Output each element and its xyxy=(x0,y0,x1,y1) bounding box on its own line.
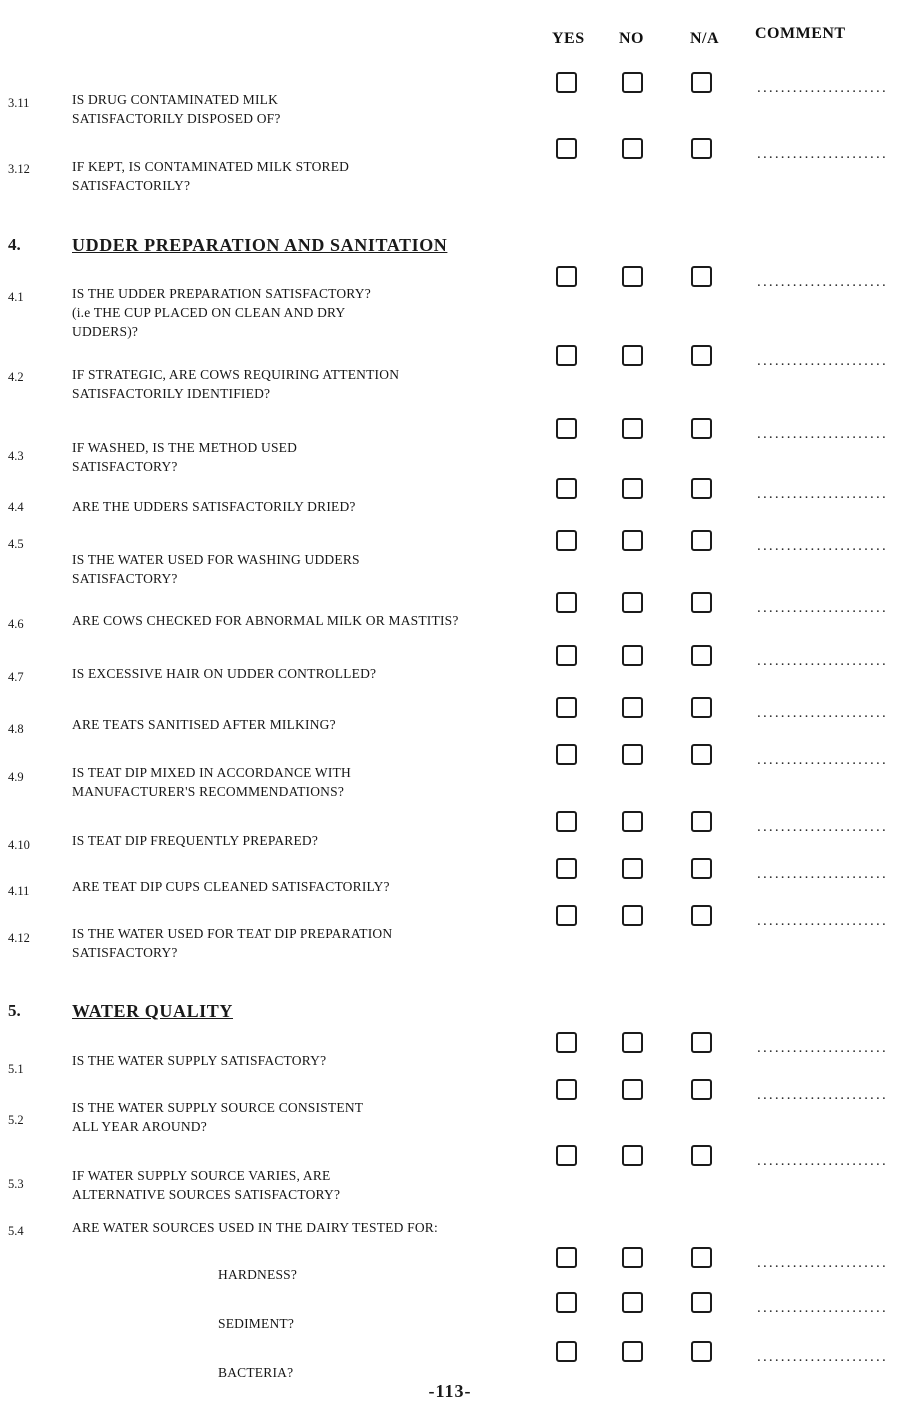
checkbox-no[interactable] xyxy=(622,592,643,613)
question-text xyxy=(72,1218,532,1237)
checkbox-na[interactable] xyxy=(691,1032,712,1053)
checkbox-no[interactable] xyxy=(622,1247,643,1268)
checkbox-na[interactable] xyxy=(691,744,712,765)
checkbox-no[interactable] xyxy=(622,697,643,718)
question-text-line: SATISFACTORILY DISPOSED OF? xyxy=(72,111,281,126)
comment-field[interactable]: ...................... xyxy=(757,1153,888,1169)
checkbox-yes[interactable] xyxy=(556,345,577,366)
checkbox-yes[interactable] xyxy=(556,1032,577,1053)
question-text-line: ARE TEATS SANITISED AFTER MILKING? xyxy=(72,717,336,732)
checkbox-no[interactable] xyxy=(622,744,643,765)
checkbox-na[interactable] xyxy=(691,1341,712,1362)
checkbox-yes[interactable] xyxy=(556,1247,577,1268)
question-text xyxy=(72,924,532,962)
checkbox-na[interactable] xyxy=(691,811,712,832)
checkbox-yes[interactable] xyxy=(556,645,577,666)
column-header-no: NO xyxy=(619,30,644,47)
checkbox-yes[interactable] xyxy=(556,811,577,832)
checkbox-no[interactable] xyxy=(622,266,643,287)
question-text-line: SATISFACTORY? xyxy=(72,459,178,474)
answer-group xyxy=(0,1341,900,1365)
checkbox-na[interactable] xyxy=(691,1145,712,1166)
question-number: 4.11 xyxy=(8,884,30,898)
question-number: 4.12 xyxy=(8,931,30,945)
section-title: UDDER PREPARATION AND SANITATION xyxy=(72,235,448,255)
checkbox-no[interactable] xyxy=(622,645,643,666)
question-text-line: SATISFACTORILY IDENTIFIED? xyxy=(72,386,271,401)
question-number: 4.7 xyxy=(8,670,24,684)
checkbox-no[interactable] xyxy=(622,530,643,551)
checkbox-yes[interactable] xyxy=(556,1079,577,1100)
question-number: 5.2 xyxy=(8,1113,24,1127)
answer-group xyxy=(0,530,900,554)
question-text-line: IF KEPT, IS CONTAMINATED MILK STORED xyxy=(72,159,350,174)
checkbox-na[interactable] xyxy=(691,1292,712,1313)
question-text-line: IS THE WATER SUPPLY SATISFACTORY? xyxy=(72,1053,327,1068)
question-text-line: MANUFACTURER'S RECOMMENDATIONS? xyxy=(72,784,345,799)
question-text xyxy=(72,763,532,801)
answer-group xyxy=(0,1292,900,1316)
comment-field[interactable]: ...................... xyxy=(757,1300,888,1316)
question-text-line: IS THE UDDER PREPARATION SATISFACTORY? xyxy=(72,286,371,301)
comment-field[interactable]: ...................... xyxy=(757,274,888,290)
answer-group xyxy=(0,72,900,96)
answer-group xyxy=(0,858,900,882)
answer-group xyxy=(0,1079,900,1103)
question-number: 5.4 xyxy=(8,1224,24,1238)
checkbox-na[interactable] xyxy=(691,418,712,439)
question-number: 4.9 xyxy=(8,770,24,784)
page-number: -113- xyxy=(428,1381,472,1401)
question-number: 4.3 xyxy=(8,449,24,463)
checkbox-no[interactable] xyxy=(622,858,643,879)
checkbox-no[interactable] xyxy=(622,138,643,159)
checkbox-yes[interactable] xyxy=(556,1145,577,1166)
comment-field[interactable]: ...................... xyxy=(757,1349,888,1365)
answer-group xyxy=(0,1145,900,1169)
checkbox-na[interactable] xyxy=(691,530,712,551)
question-text-line: ARE THE UDDERS SATISFACTORILY DRIED? xyxy=(72,499,356,514)
checkbox-yes[interactable] xyxy=(556,697,577,718)
question-text-line: IS THE WATER USED FOR TEAT DIP PREPARATION xyxy=(72,926,393,941)
comment-field[interactable]: ...................... xyxy=(757,866,888,882)
question-text-line: ARE TEAT DIP CUPS CLEANED SATISFACTORILY? xyxy=(72,879,390,894)
comment-field[interactable]: ...................... xyxy=(757,1087,888,1103)
checkbox-yes[interactable] xyxy=(556,1292,577,1313)
question-number: 4.1 xyxy=(8,290,24,304)
question-number: 3.11 xyxy=(8,96,30,110)
answer-group xyxy=(0,744,900,768)
checkbox-yes[interactable] xyxy=(556,744,577,765)
question-text-line: IS THE WATER USED FOR WASHING UDDERS xyxy=(72,552,360,567)
question-text-line: IF STRATEGIC, ARE COWS REQUIRING ATTENTION xyxy=(72,367,400,382)
comment-field[interactable]: ...................... xyxy=(757,80,888,96)
question-text-line: IS TEAT DIP MIXED IN ACCORDANCE WITH xyxy=(72,765,351,780)
comment-field[interactable]: ...................... xyxy=(757,486,888,502)
checkbox-no[interactable] xyxy=(622,811,643,832)
checkbox-no[interactable] xyxy=(622,418,643,439)
question-text-line: IS DRUG CONTAMINATED MILK xyxy=(72,92,279,107)
checkbox-na[interactable] xyxy=(691,1079,712,1100)
question-text xyxy=(218,1314,538,1333)
checkbox-na[interactable] xyxy=(691,858,712,879)
comment-field[interactable]: ...................... xyxy=(757,705,888,721)
checkbox-na[interactable] xyxy=(691,1247,712,1268)
question-text-line: IS TEAT DIP FREQUENTLY PREPARED? xyxy=(72,833,319,848)
checkbox-yes[interactable] xyxy=(556,478,577,499)
comment-field[interactable]: ...................... xyxy=(757,538,888,554)
comment-field[interactable]: ...................... xyxy=(757,146,888,162)
answer-group xyxy=(0,345,900,369)
checkbox-yes[interactable] xyxy=(556,418,577,439)
question-text xyxy=(218,1363,538,1382)
question-text-line: UDDERS)? xyxy=(72,324,139,339)
checkbox-no[interactable] xyxy=(622,1145,643,1166)
question-text xyxy=(72,365,532,403)
checkbox-yes[interactable] xyxy=(556,138,577,159)
question-text-line: IF WATER SUPPLY SOURCE VARIES, ARE xyxy=(72,1168,331,1183)
checkbox-yes[interactable] xyxy=(556,72,577,93)
checkbox-yes[interactable] xyxy=(556,592,577,613)
question-number: 4.2 xyxy=(8,370,24,384)
section-title: WATER QUALITY xyxy=(72,1001,233,1021)
checkbox-yes[interactable] xyxy=(556,858,577,879)
comment-field[interactable]: ...................... xyxy=(757,752,888,768)
column-header-comment: COMMENT xyxy=(755,25,846,42)
comment-field[interactable]: ...................... xyxy=(757,426,888,442)
comment-field[interactable]: ...................... xyxy=(757,1255,888,1271)
question-number: 3.12 xyxy=(8,162,30,176)
answer-group xyxy=(0,138,900,162)
column-headers xyxy=(0,14,900,54)
comment-field[interactable]: ...................... xyxy=(757,819,888,835)
answer-group xyxy=(0,418,900,442)
checkbox-no[interactable] xyxy=(622,905,643,926)
question-text xyxy=(72,284,532,341)
checkbox-na[interactable] xyxy=(691,72,712,93)
checkbox-no[interactable] xyxy=(622,1079,643,1100)
question-number: 4.4 xyxy=(8,500,24,514)
question-number: 4.6 xyxy=(8,617,24,631)
comment-field[interactable]: ...................... xyxy=(757,600,888,616)
question-text xyxy=(72,1098,532,1136)
column-header-yes: YES xyxy=(552,30,585,47)
question-text-line: SEDIMENT? xyxy=(218,1316,295,1331)
question-number: 4.10 xyxy=(8,838,30,852)
question-text-line: HARDNESS? xyxy=(218,1267,298,1282)
question-text-line: ALTERNATIVE SOURCES SATISFACTORY? xyxy=(72,1187,341,1202)
checkbox-na[interactable] xyxy=(691,138,712,159)
checkbox-no[interactable] xyxy=(622,478,643,499)
question-text-line: IF WASHED, IS THE METHOD USED xyxy=(72,440,298,455)
column-header-na: N/A xyxy=(690,30,720,47)
answer-group xyxy=(0,266,900,290)
checkbox-yes[interactable] xyxy=(556,530,577,551)
answer-group xyxy=(0,811,900,835)
question-number: 4.5 xyxy=(8,537,24,551)
checkbox-no[interactable] xyxy=(622,345,643,366)
checkbox-no[interactable] xyxy=(622,1341,643,1362)
checkbox-na[interactable] xyxy=(691,905,712,926)
answer-group xyxy=(0,697,900,721)
checkbox-yes[interactable] xyxy=(556,905,577,926)
checkbox-na[interactable] xyxy=(691,266,712,287)
question-text-line: ALL YEAR AROUND? xyxy=(72,1119,207,1134)
section-number: 5. xyxy=(8,1001,21,1020)
question-number: 4.8 xyxy=(8,722,24,736)
checkbox-yes[interactable] xyxy=(556,1341,577,1362)
section-number: 4. xyxy=(8,235,21,254)
question-text-line: SATISFACTORY? xyxy=(72,945,178,960)
question-text-line: BACTERIA? xyxy=(218,1365,294,1380)
answer-group xyxy=(0,478,900,502)
checkbox-no[interactable] xyxy=(622,1032,643,1053)
checkbox-na[interactable] xyxy=(691,345,712,366)
comment-field[interactable]: ...................... xyxy=(757,1040,888,1056)
question-text-line: ARE WATER SOURCES USED IN THE DAIRY TESTED FOR: xyxy=(72,1220,438,1235)
question-number: 5.3 xyxy=(8,1177,24,1191)
question-text-line: ARE COWS CHECKED FOR ABNORMAL MILK OR MASTITIS? xyxy=(72,613,459,628)
question-text xyxy=(72,438,532,476)
question-text-line: SATISFACTORY? xyxy=(72,571,178,586)
answer-group xyxy=(0,1247,900,1271)
question-text-line: IS THE WATER SUPPLY SOURCE CONSISTENT xyxy=(72,1100,364,1115)
question-text-line: SATISFACTORILY? xyxy=(72,178,191,193)
question-text-line: IS EXCESSIVE HAIR ON UDDER CONTROLLED? xyxy=(72,666,377,681)
question-text xyxy=(72,1166,532,1204)
checkbox-yes[interactable] xyxy=(556,266,577,287)
checkbox-na[interactable] xyxy=(691,697,712,718)
question-number: 5.1 xyxy=(8,1062,24,1076)
checkbox-no[interactable] xyxy=(622,72,643,93)
answer-group xyxy=(0,1032,900,1056)
answer-group xyxy=(0,592,900,616)
answer-group xyxy=(0,905,900,929)
answer-group xyxy=(0,645,900,669)
checkbox-na[interactable] xyxy=(691,478,712,499)
checkbox-na[interactable] xyxy=(691,592,712,613)
question-text-line: (i.e THE CUP PLACED ON CLEAN AND DRY xyxy=(72,305,346,320)
comment-field[interactable]: ...................... xyxy=(757,913,888,929)
question-text xyxy=(72,550,532,588)
comment-field[interactable]: ...................... xyxy=(757,353,888,369)
comment-field[interactable]: ...................... xyxy=(757,653,888,669)
checkbox-na[interactable] xyxy=(691,645,712,666)
question-text xyxy=(72,157,532,195)
checkbox-no[interactable] xyxy=(622,1292,643,1313)
